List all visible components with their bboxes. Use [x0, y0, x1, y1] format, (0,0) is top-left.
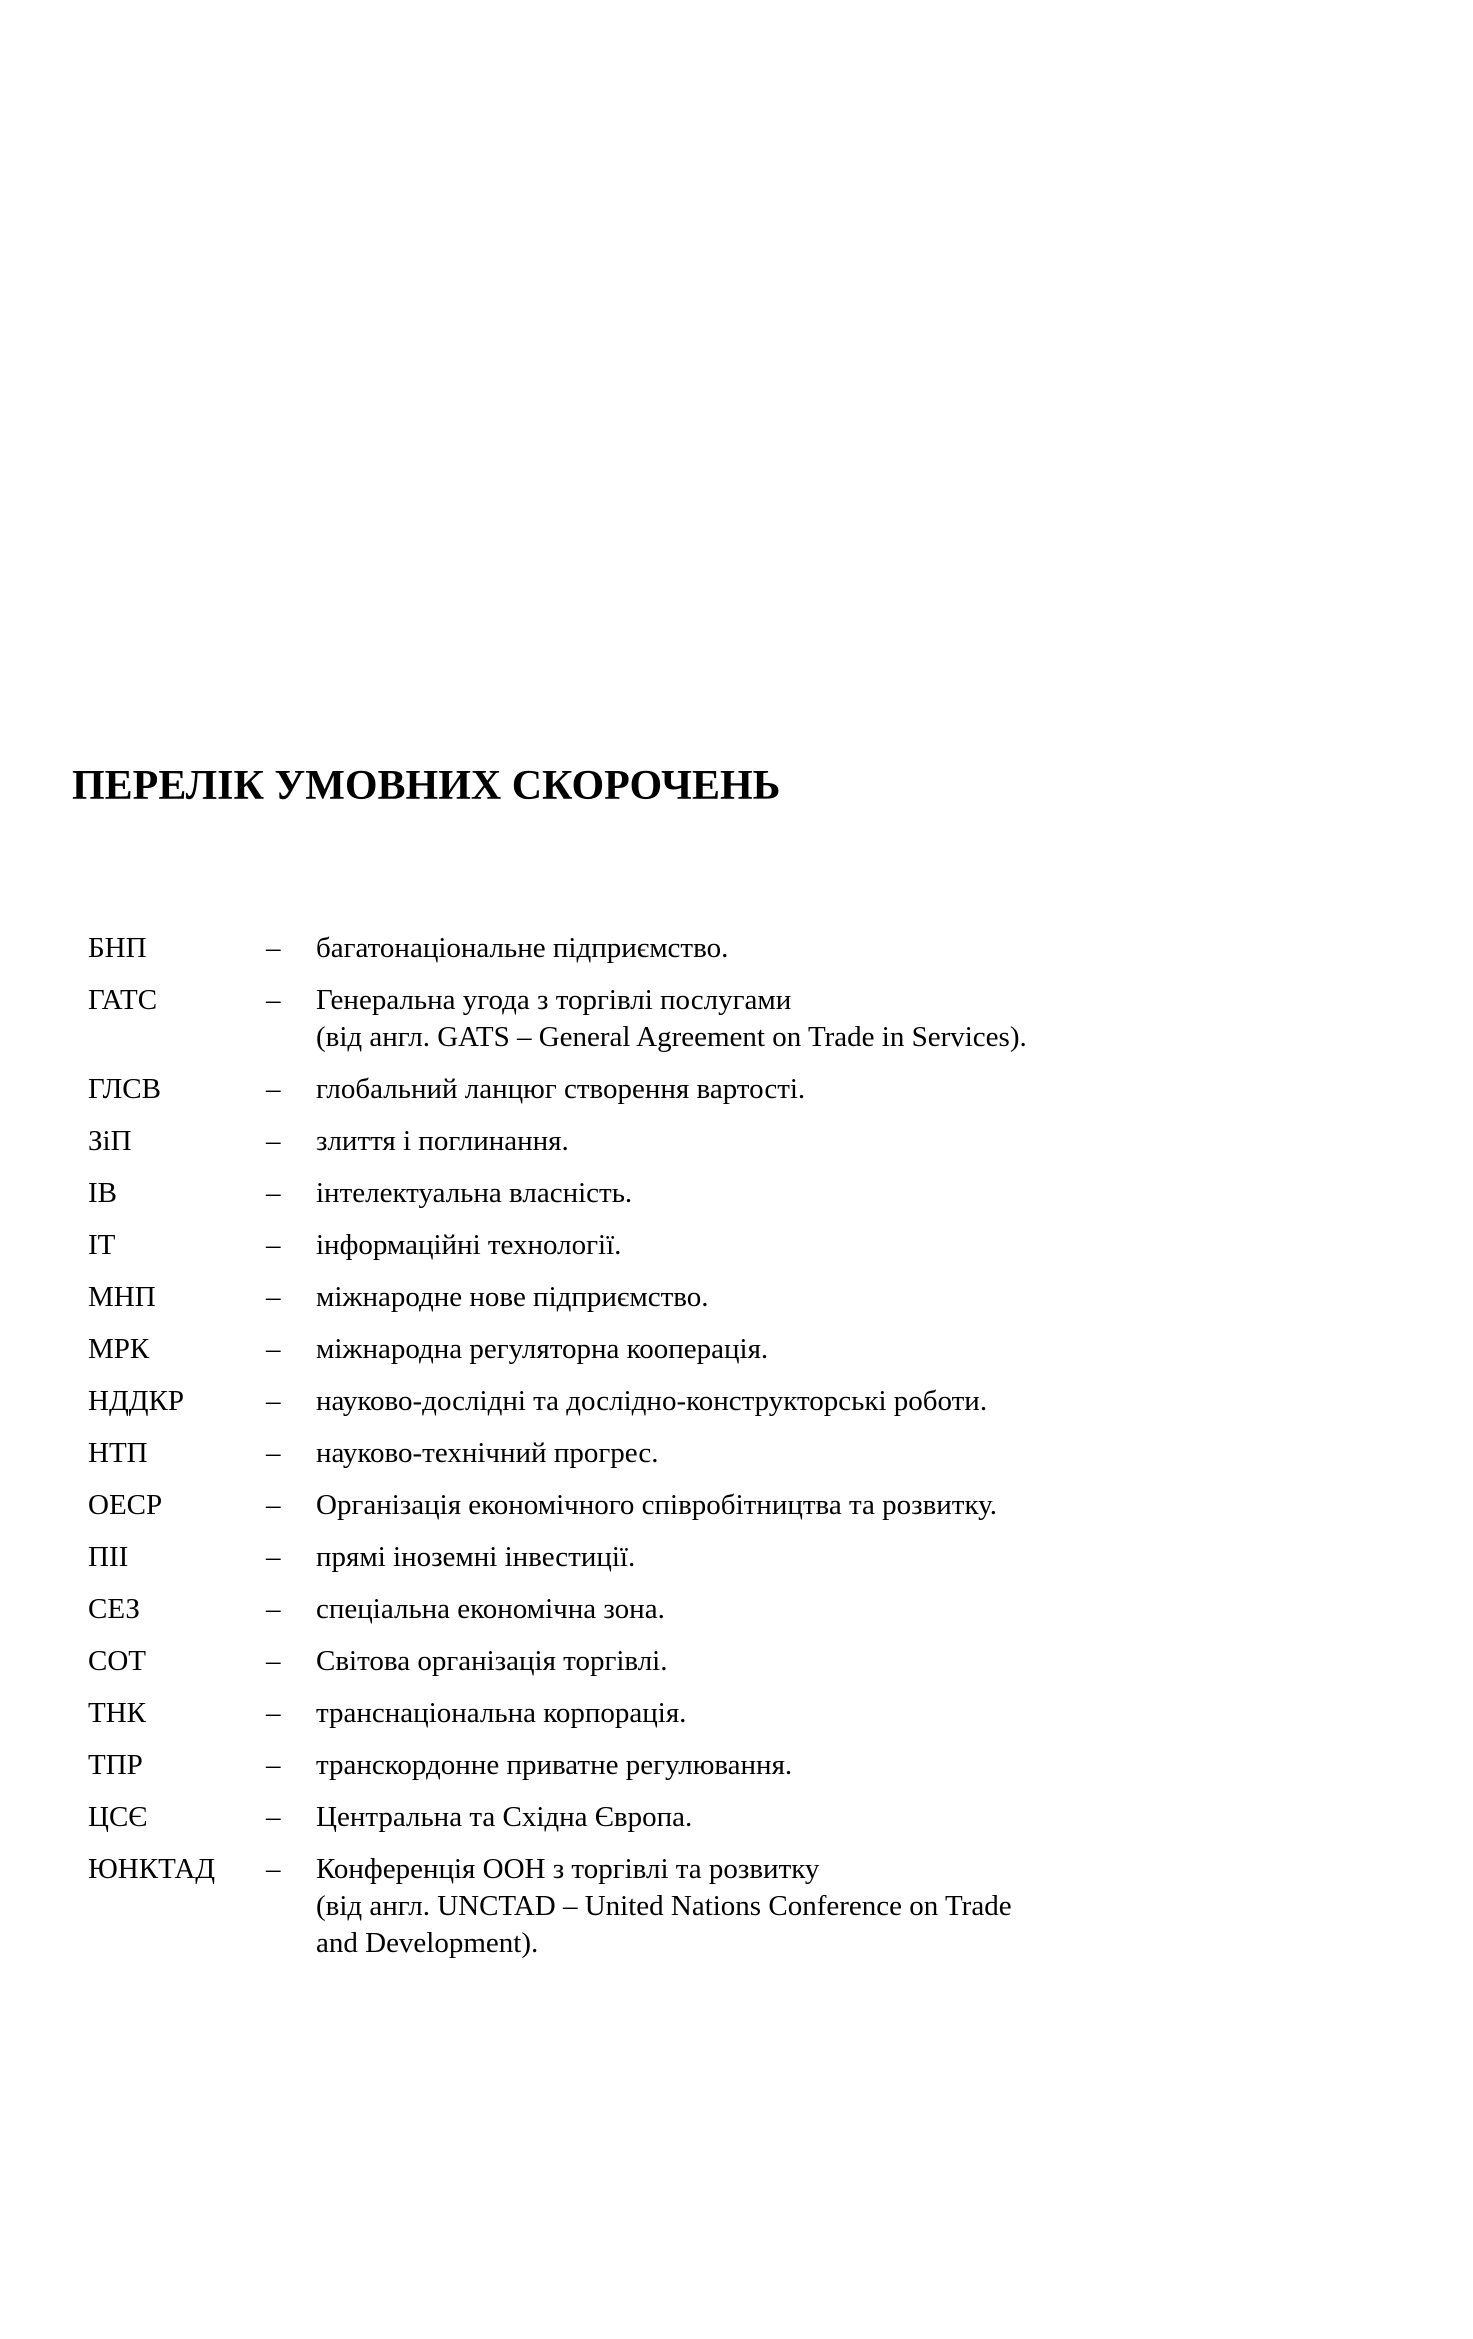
abbreviation-term: ТНК: [88, 1697, 146, 1729]
abbreviation-definition: [316, 1279, 1188, 1316]
abbreviation-dash: –: [266, 1801, 281, 1833]
abbreviation-dash: –: [266, 1645, 281, 1677]
abbreviation-definition-line: спеціальна економічна зона.: [316, 1593, 665, 1625]
page-title: ПЕРЕЛІК УМОВНИХ СКОРОЧЕНЬ: [72, 763, 781, 809]
abbreviation-definition: [316, 1435, 1188, 1472]
abbreviation-row: [88, 930, 1188, 967]
abbreviation-definition-line: and Development).: [316, 1927, 539, 1959]
abbreviation-definition-line: Центральна та Східна Європа.: [316, 1801, 693, 1833]
abbreviation-definition: [316, 930, 1188, 967]
abbreviation-term: БНП: [88, 932, 147, 964]
abbreviation-dash: –: [266, 984, 281, 1016]
abbreviation-row: [88, 1435, 1188, 1472]
abbreviation-term: СЕЗ: [88, 1593, 140, 1625]
abbreviation-definition-line: науково-дослідні та дослідно-конструкторські роботи.: [316, 1385, 988, 1417]
abbreviation-dash: –: [266, 1853, 281, 1885]
abbreviation-definition: [316, 1071, 1188, 1108]
abbreviation-row: [88, 1487, 1188, 1524]
abbreviation-definition: [316, 1747, 1188, 1784]
abbreviation-definition: [316, 1851, 1188, 1962]
abbreviation-row: [88, 1695, 1188, 1732]
abbreviation-definition-line: Організація економічного співробітництва та розвитку.: [316, 1489, 997, 1521]
abbreviation-definition: [316, 1175, 1188, 1212]
abbreviation-row: [88, 1747, 1188, 1784]
abbreviation-term: ПІІ: [88, 1541, 129, 1573]
abbreviation-term: СОТ: [88, 1645, 146, 1677]
abbreviation-dash: –: [266, 1489, 281, 1521]
abbreviation-term: ОЕСР: [88, 1489, 163, 1521]
abbreviation-definition-line: інформаційні технології.: [316, 1229, 622, 1261]
abbreviation-term: ЦСЄ: [88, 1801, 148, 1833]
abbreviation-definition: [316, 1591, 1188, 1628]
abbreviation-term: ЮНКТАД: [88, 1853, 216, 1885]
abbreviation-dash: –: [266, 1177, 281, 1209]
abbreviation-definition: [316, 1487, 1188, 1524]
abbreviation-row: [88, 1591, 1188, 1628]
abbreviation-row: [88, 1331, 1188, 1368]
abbreviation-definition-line: Світова організація торгівлі.: [316, 1645, 668, 1677]
abbreviation-dash: –: [266, 1125, 281, 1157]
abbreviation-row: [88, 1227, 1188, 1264]
abbreviation-row: [88, 1071, 1188, 1108]
abbreviation-dash: –: [266, 1697, 281, 1729]
abbreviation-term: МРК: [88, 1333, 150, 1365]
abbreviation-dash: –: [266, 932, 281, 964]
abbreviation-term: ТПР: [88, 1749, 143, 1781]
abbreviation-term: НДДКР: [88, 1385, 184, 1417]
abbreviation-definition-line: глобальний ланцюг створення вартості.: [316, 1073, 806, 1105]
abbreviation-term: ІТ: [88, 1229, 116, 1261]
abbreviation-row: [88, 1799, 1188, 1836]
abbreviation-definition-line: Конференція ООН з торгівлі та розвитку: [316, 1853, 820, 1885]
abbreviation-definition-line: Генеральна угода з торгівлі послугами: [316, 984, 792, 1016]
abbreviation-definition-line: інтелектуальна власність.: [316, 1177, 633, 1209]
abbreviation-dash: –: [266, 1073, 281, 1105]
abbreviation-dash: –: [266, 1437, 281, 1469]
abbreviation-definition-line: міжнародна регуляторна кооперація.: [316, 1333, 769, 1365]
abbreviation-definition: [316, 1539, 1188, 1576]
abbreviation-definition-line: прямі іноземні інвестиції.: [316, 1541, 636, 1573]
abbreviation-definition: [316, 1123, 1188, 1160]
abbreviation-definition: [316, 1331, 1188, 1368]
abbreviation-definition-line: міжнародне нове підприємство.: [316, 1281, 709, 1313]
abbreviation-row: [88, 1279, 1188, 1316]
abbreviation-definition: [316, 982, 1188, 1056]
abbreviation-dash: –: [266, 1229, 281, 1261]
abbreviation-definition: [316, 1695, 1188, 1732]
abbreviation-definition: [316, 1799, 1188, 1836]
abbreviation-dash: –: [266, 1333, 281, 1365]
abbreviation-definition-line: (від англ. GATS – General Agreement on Trade in Services).: [316, 1021, 1027, 1053]
abbreviation-definition: [316, 1383, 1188, 1420]
abbreviation-dash: –: [266, 1541, 281, 1573]
abbreviation-term: ГАТС: [88, 984, 158, 1016]
abbreviation-term: МНП: [88, 1281, 156, 1313]
abbreviation-dash: –: [266, 1593, 281, 1625]
abbreviation-definition: [316, 1643, 1188, 1680]
abbreviation-list: [88, 930, 1188, 1977]
abbreviation-term: НТП: [88, 1437, 148, 1469]
abbreviation-row: [88, 1123, 1188, 1160]
abbreviation-definition-line: злиття і поглинання.: [316, 1125, 569, 1157]
abbreviation-definition-line: транскордонне приватне регулювання.: [316, 1749, 793, 1781]
abbreviation-row: [88, 1643, 1188, 1680]
abbreviation-term: ІВ: [88, 1177, 117, 1209]
abbreviation-definition: [316, 1227, 1188, 1264]
abbreviation-row: [88, 1383, 1188, 1420]
abbreviation-definition-line: науково-технічний прогрес.: [316, 1437, 659, 1469]
abbreviation-definition-line: багатонаціональне підприємство.: [316, 932, 729, 964]
abbreviation-definition-line: (від англ. UNCTAD – United Nations Conference on Trade: [316, 1890, 1012, 1922]
abbreviation-dash: –: [266, 1281, 281, 1313]
abbreviation-row: [88, 1539, 1188, 1576]
abbreviation-definition-line: транснаціональна корпорація.: [316, 1697, 687, 1729]
abbreviation-row: [88, 1175, 1188, 1212]
abbreviation-row: [88, 1851, 1188, 1962]
abbreviation-dash: –: [266, 1749, 281, 1781]
abbreviation-term: ЗіП: [88, 1125, 132, 1157]
abbreviation-dash: –: [266, 1385, 281, 1417]
abbreviation-row: [88, 982, 1188, 1056]
abbreviation-term: ГЛСВ: [88, 1073, 161, 1105]
